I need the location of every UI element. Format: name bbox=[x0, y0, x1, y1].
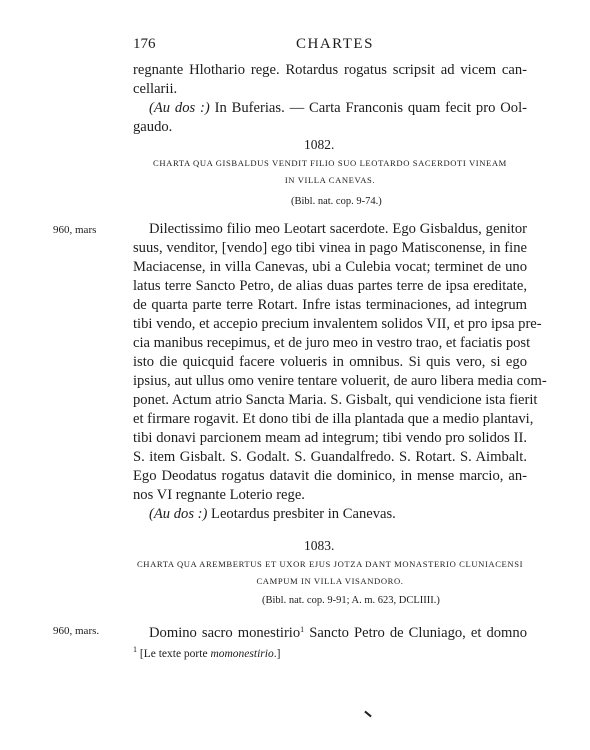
page-number: 176 bbox=[133, 36, 156, 52]
running-title: CHARTES bbox=[296, 36, 374, 52]
margin-date: 960, mars bbox=[53, 224, 97, 236]
dorse-note bbox=[133, 505, 527, 524]
text-line: ponet. Actum atrio Sancta Maria. S. Gisbalt, qui vendicione ista fierit bbox=[133, 392, 538, 408]
text-fragment: Domino sacro monestirio bbox=[149, 625, 301, 641]
text-line: et firmare rogavit. Et dono tibi de illa plantada que a medio plantavi, bbox=[133, 411, 534, 427]
text-line: suus, venditor, [vendo] ego tibi vinea in pago Matisconense, in fine bbox=[133, 240, 527, 256]
previous-charter-text bbox=[133, 61, 527, 137]
source-reference: (Bibl. nat. cop. 9-91; A. m. 623, DCLIIII.) bbox=[262, 595, 440, 606]
text-line: tibi donavi parcionem meam ad integrum; tibi vendo pro solidos II. bbox=[133, 430, 527, 446]
charter-text bbox=[133, 620, 527, 639]
dorse-text: In Buferias. — Carta Franconis quam fecit pro Ool- bbox=[209, 100, 527, 116]
text-line: Dilectissimo filio meo Leotart sacerdote. Ego Gisbaldus, genitor bbox=[149, 221, 527, 237]
text-line: ipsius, aut ullus omo venire tentare voluerit, de auro libera media com- bbox=[133, 373, 547, 389]
text-line: regnante Hlothario rege. Rotardus rogatus scripsit ad vicem can- bbox=[133, 62, 527, 78]
footnote-reference: 1 bbox=[300, 625, 305, 634]
margin-date: 960, mars. bbox=[53, 625, 100, 637]
footnote-text-end: .] bbox=[273, 648, 281, 660]
text-line bbox=[133, 620, 527, 639]
text-line: latus terre Sancto Petro, de alias duas partes terre de ipsa ereditate, bbox=[133, 278, 527, 294]
charter-title-line: IN VILLA CANEVAS. bbox=[284, 175, 376, 185]
text-line: isto die quicquid facere volueris in omnibus. Si quis vero, si ego bbox=[133, 354, 527, 370]
footnote-marker: 1 bbox=[133, 645, 137, 654]
dorse-label: (Au dos :) bbox=[149, 100, 210, 116]
footnote bbox=[133, 645, 280, 660]
text-line: gaudo. bbox=[133, 119, 173, 135]
dorse-text: Leotardus presbiter in Canevas. bbox=[207, 506, 396, 522]
text-line: S. item Gisbalt. S. Godalt. S. Guandalfredo. S. Rotart. S. Aimbalt. bbox=[133, 449, 527, 465]
charter-number: 1082. bbox=[304, 137, 335, 152]
footnote-italic-word: momonestirio bbox=[210, 648, 274, 660]
charter-title-line: CHARTA QUA GISBALDUS VENDIT FILIO SUO LEOTARDO SACERDOTI VINEAM bbox=[153, 158, 507, 168]
text-line: Ego Deodatus rogatus datavit die dominico, in mense marcio, an- bbox=[133, 468, 527, 484]
text-line: de quarta parte terre Rotart. Infre istas terminaciones, ad integrum bbox=[133, 297, 527, 313]
dorse-label: (Au dos :) bbox=[149, 506, 208, 522]
footnote-text: [Le texte porte bbox=[137, 648, 211, 660]
charter-text bbox=[133, 220, 547, 524]
scan-mark bbox=[364, 711, 371, 718]
text-line: tibi vendo, et accepio precium invalentem solidos VII, et pro ipsa pre- bbox=[133, 316, 542, 332]
charter-title-line: CHARTA QUA AREMBERTUS ET UXOR EJUS JOTZA DANT MONASTERIO CLUNIACENSI bbox=[136, 559, 524, 569]
source-reference: (Bibl. nat. cop. 9-74.) bbox=[291, 196, 382, 207]
text-line: nos VI regnante Loterio rege. bbox=[133, 487, 305, 503]
dorse-note bbox=[133, 99, 527, 118]
text-line: cia manibus recepimus, et de juro meo in vestro trao, et faciatis post bbox=[133, 335, 531, 351]
charter-number: 1083. bbox=[304, 538, 335, 553]
text-line: Maciacense, in villa Canevas, ubi a Culebia vocat; terminet de uno bbox=[133, 259, 527, 275]
text-fragment: Sancto Petro de Cluniago, et domno bbox=[304, 625, 527, 641]
text-line: cellarii. bbox=[133, 81, 178, 97]
charter-title-line: CAMPUM IN VILLA VISANDORO. bbox=[256, 576, 404, 586]
